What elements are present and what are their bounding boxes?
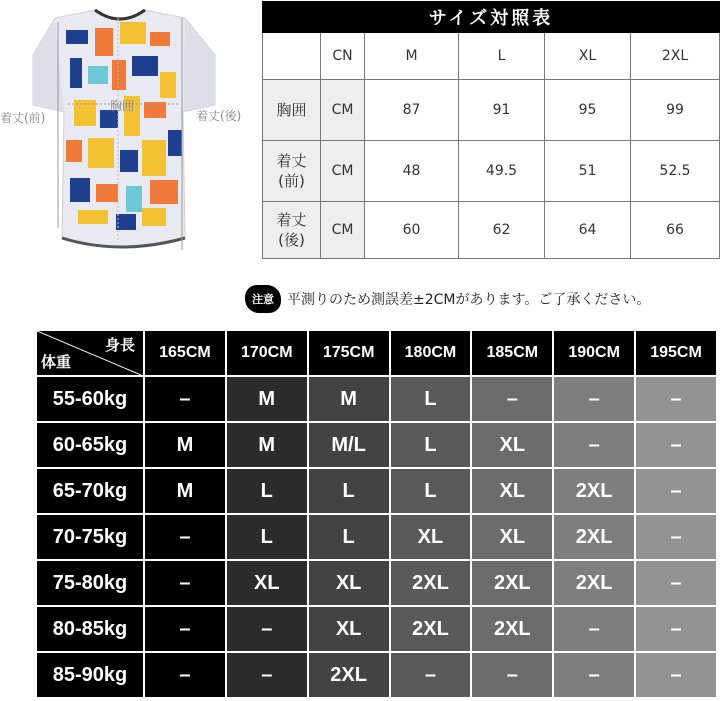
value-cell: 52.5: [631, 141, 720, 202]
row-label-line: (前): [278, 172, 305, 190]
size-cell: XL: [390, 514, 472, 560]
size-cell: –: [471, 376, 553, 422]
value-cell: 66: [631, 202, 720, 259]
size-cell: XL: [308, 606, 390, 652]
weight-label: 65-70kg: [36, 468, 144, 514]
table-row: [263, 202, 720, 259]
header-cell: CN: [321, 33, 365, 80]
weight-label: 55-60kg: [36, 376, 144, 422]
size-cell: –: [144, 376, 226, 422]
size-cell: M: [144, 422, 226, 468]
size-cell: 2XL: [308, 652, 390, 698]
weight-axis-label: 体重: [41, 354, 72, 371]
height-header: 195CM: [635, 330, 717, 376]
table-row: [263, 141, 720, 202]
size-cell: L: [226, 514, 308, 560]
weight-label: 60-65kg: [36, 422, 144, 468]
header-cell: M: [365, 33, 459, 80]
size-cell: –: [144, 652, 226, 698]
size-cell: 2XL: [471, 606, 553, 652]
row-label-back-length: [263, 202, 321, 259]
size-cell: –: [635, 606, 717, 652]
corner-cell: [36, 330, 144, 376]
fit-row: [36, 422, 717, 468]
value-cell: 64: [545, 202, 631, 259]
jersey-illustration: [0, 0, 250, 262]
size-cell: L: [390, 468, 472, 514]
size-cell: XL: [471, 468, 553, 514]
size-cell: –: [471, 652, 553, 698]
size-cell: L: [308, 514, 390, 560]
size-cell: –: [390, 652, 472, 698]
row-label-front-length: [263, 141, 321, 202]
size-cell: 2XL: [553, 514, 635, 560]
height-header: 165CM: [144, 330, 226, 376]
size-cell: –: [635, 652, 717, 698]
height-header: 185CM: [471, 330, 553, 376]
value-cell: 49.5: [459, 141, 545, 202]
header-cell: 2XL: [631, 33, 720, 80]
header-cell: L: [459, 33, 545, 80]
fit-row: [36, 560, 717, 606]
unit-cell: CM: [321, 202, 365, 259]
size-cell: –: [144, 514, 226, 560]
value-cell: 87: [365, 80, 459, 141]
height-header: 170CM: [226, 330, 308, 376]
value-cell: 95: [545, 80, 631, 141]
size-cell: –: [553, 606, 635, 652]
row-label-line: 着丈: [276, 211, 307, 229]
size-cell: M: [144, 468, 226, 514]
weight-label: 85-90kg: [36, 652, 144, 698]
label-front-length: 着丈(前): [0, 111, 46, 125]
size-cell: –: [635, 560, 717, 606]
header-cell: XL: [545, 33, 631, 80]
size-cell: XL: [471, 422, 553, 468]
value-cell: 60: [365, 202, 459, 259]
size-cell: XL: [226, 560, 308, 606]
row-label-line: (後): [278, 231, 305, 249]
height-header: 180CM: [390, 330, 472, 376]
size-cell: XL: [471, 514, 553, 560]
fit-chart-table: [35, 329, 718, 699]
size-cell: –: [144, 560, 226, 606]
size-cell: 2XL: [390, 560, 472, 606]
label-back-length: 着丈(後): [196, 109, 242, 123]
size-cell: –: [553, 652, 635, 698]
weight-label: 75-80kg: [36, 560, 144, 606]
table-row: [263, 80, 720, 141]
size-cell: M: [226, 376, 308, 422]
size-cell: –: [553, 376, 635, 422]
size-cell: –: [553, 422, 635, 468]
fit-row: [36, 514, 717, 560]
size-cell: –: [144, 606, 226, 652]
label-chest: 胸囲: [110, 99, 135, 113]
fit-row: [36, 376, 717, 422]
row-label-line: 胸囲: [276, 101, 307, 119]
size-cell: 2XL: [553, 468, 635, 514]
row-label-line: 着丈: [276, 152, 307, 170]
note-badge: 注意: [245, 285, 281, 313]
size-cell: M: [226, 422, 308, 468]
size-cell: XL: [308, 560, 390, 606]
weight-label: 70-75kg: [36, 514, 144, 560]
size-cell: L: [226, 468, 308, 514]
size-cell: 2XL: [553, 560, 635, 606]
height-axis-label: 身長: [104, 337, 135, 354]
size-cell: M/L: [308, 422, 390, 468]
size-cell: L: [308, 468, 390, 514]
unit-cell: CM: [321, 141, 365, 202]
header-blank: [263, 33, 321, 80]
fit-row: [36, 468, 717, 514]
value-cell: 62: [459, 202, 545, 259]
size-cell: L: [390, 376, 472, 422]
fit-header-row: [36, 330, 717, 376]
size-table-title: サイズ対照表: [263, 2, 720, 33]
fit-row: [36, 606, 717, 652]
value-cell: 48: [365, 141, 459, 202]
unit-cell: CM: [321, 80, 365, 141]
size-cell: M: [308, 376, 390, 422]
height-header: 175CM: [308, 330, 390, 376]
size-cell: 2XL: [390, 606, 472, 652]
value-cell: 51: [545, 141, 631, 202]
measurement-note: [245, 284, 650, 314]
height-header: 190CM: [553, 330, 635, 376]
fit-chart-body: [36, 376, 717, 698]
weight-label: 80-85kg: [36, 606, 144, 652]
value-cell: 99: [631, 80, 720, 141]
size-cell: –: [635, 422, 717, 468]
size-cell: –: [226, 606, 308, 652]
size-cell: –: [635, 468, 717, 514]
size-cell: L: [390, 422, 472, 468]
value-cell: 91: [459, 80, 545, 141]
fit-row: [36, 652, 717, 698]
size-cell: –: [635, 514, 717, 560]
size-cell: –: [635, 376, 717, 422]
size-cell: 2XL: [471, 560, 553, 606]
row-label-chest: [263, 80, 321, 141]
size-comparison-table: [262, 1, 720, 259]
size-cell: –: [226, 652, 308, 698]
note-text: 平測りのため測誤差±2CMがあります。ご了承ください。: [287, 292, 651, 308]
